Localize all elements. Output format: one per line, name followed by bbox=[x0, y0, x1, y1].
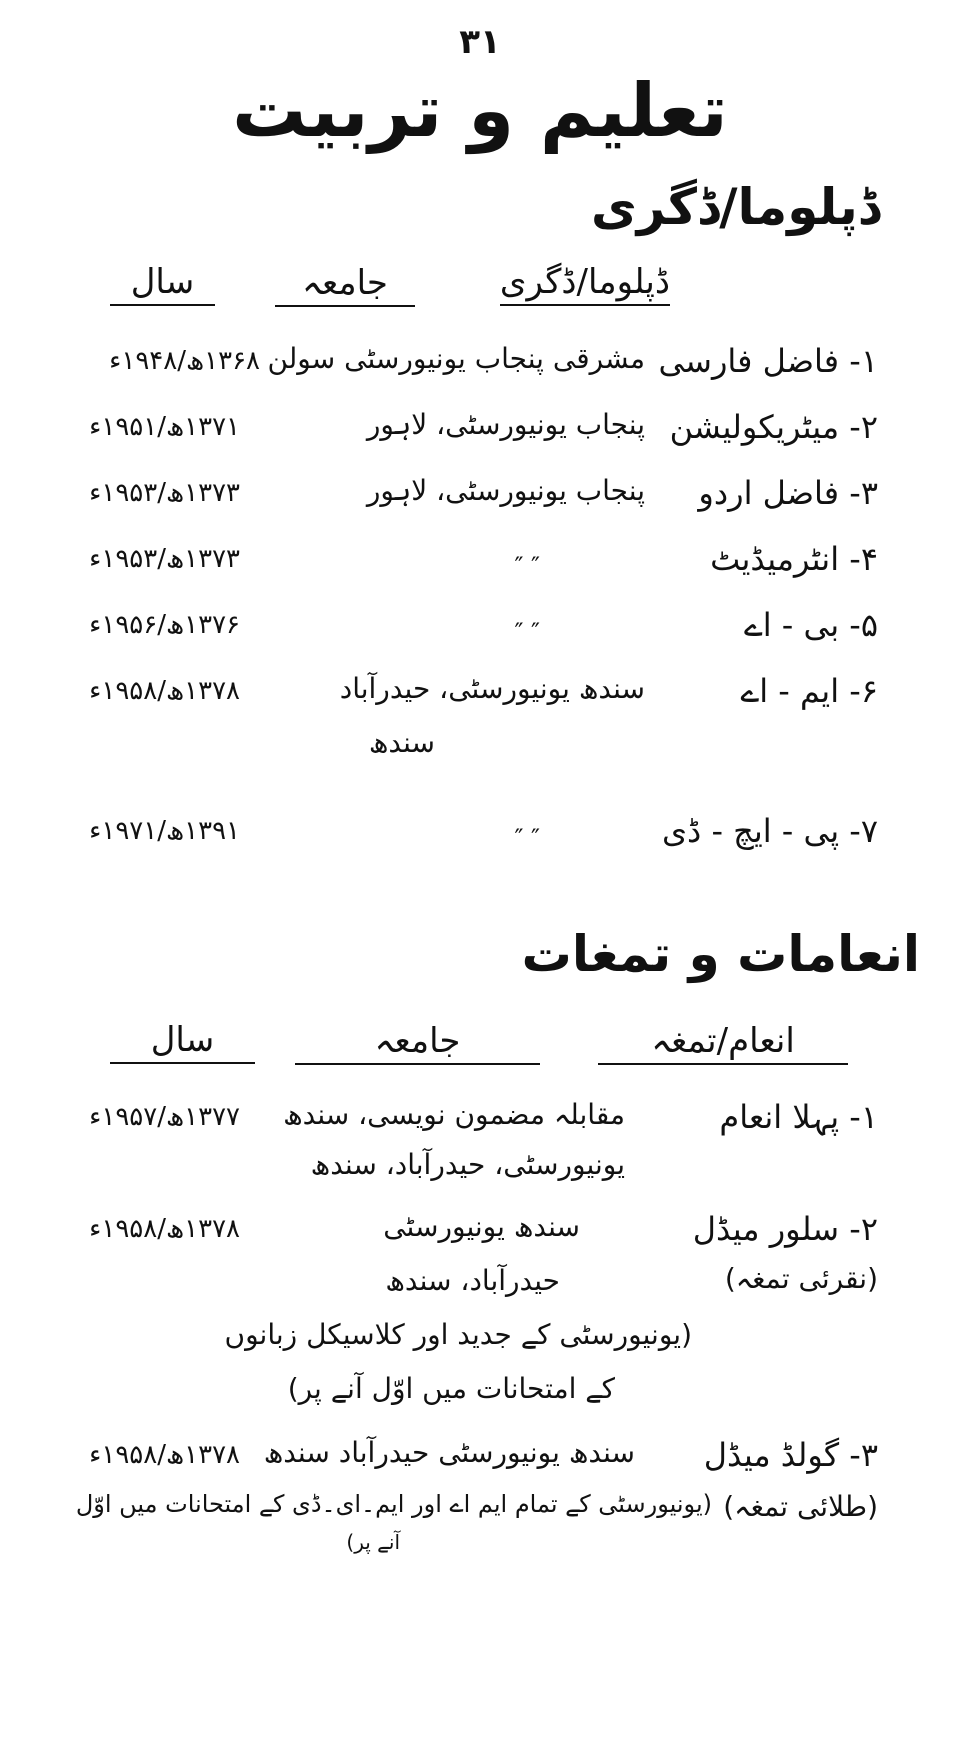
degree-year: ۱۳۷۱ھ/۱۹۵۱ء bbox=[89, 412, 240, 442]
award-year: ۱۳۷۸ھ/۱۹۵۸ء bbox=[89, 1214, 240, 1244]
award-year: ۱۳۷۷ھ/۱۹۵۷ء bbox=[89, 1102, 240, 1132]
ditto-mark: ″ ″ bbox=[514, 824, 540, 852]
col-university-header: جامعہ bbox=[275, 262, 415, 307]
col-university-header: جامعہ bbox=[295, 1020, 540, 1065]
diplomas-heading: ڈپلوما/ڈگری bbox=[590, 178, 880, 236]
award-label: ۲- سلور میڈل bbox=[692, 1210, 878, 1248]
award-detail-line2: یونیورسٹی، حیدرآباد، سندھ bbox=[310, 1148, 625, 1181]
award-label: ۳- گولڈ میڈل bbox=[703, 1436, 878, 1474]
award-note: (یونیورسٹی کے جدید اور کلاسیکل زبانوں bbox=[224, 1318, 692, 1351]
award-detail: سندھ یونیورسٹی حیدرآباد سندھ bbox=[263, 1436, 635, 1469]
degree-label: ۵- بی - اے bbox=[743, 606, 878, 644]
page-title: تعلیم و تربیت bbox=[232, 68, 728, 154]
award-note: (یونیورسٹی کے تمام ایم اے اور ایم۔ای۔ڈی کے امتحانات میں اوّل bbox=[75, 1490, 712, 1518]
degree-year: ۱۳۹۱ھ/۱۹۷۱ء bbox=[89, 816, 240, 846]
col-degree-header: ڈپلوما/ڈگری bbox=[500, 262, 670, 306]
degree-university: مشرقی پنجاب یونیورسٹی سولن bbox=[267, 342, 645, 375]
degree-label: ۱- فاضل فارسی bbox=[658, 342, 878, 380]
awards-heading: انعامات و تمغات bbox=[521, 925, 920, 983]
award-note-line2: آنے پر) bbox=[346, 1530, 400, 1554]
award-label: ۱- پہلا انعام bbox=[719, 1098, 878, 1136]
degree-year: ۱۳۷۸ھ/۱۹۵۸ء bbox=[89, 676, 240, 706]
col-award-header: انعام/تمغہ bbox=[598, 1020, 848, 1065]
degree-label: ۷- پی - ایچ - ڈی bbox=[661, 812, 878, 850]
degree-year: ۱۳۶۸ھ/۱۹۴۸ء bbox=[109, 346, 260, 376]
page-number: ۳۱ bbox=[459, 22, 501, 62]
degree-label: ۲- میٹریکولیشن bbox=[669, 408, 878, 446]
degree-label: ۳- فاضل اردو bbox=[698, 474, 878, 512]
degree-university: پنجاب یونیورسٹی، لاہور bbox=[366, 408, 645, 441]
degree-year: ۱۳۷۶ھ/۱۹۵۶ء bbox=[89, 610, 240, 640]
col-year-header: سال bbox=[110, 262, 215, 306]
degree-label: ۶- ایم - اے bbox=[740, 672, 878, 710]
ditto-mark: ″ ″ bbox=[514, 552, 540, 580]
award-detail-line2: حیدرآباد، سندھ bbox=[385, 1264, 560, 1297]
degree-university: سندھ یونیورسٹی، حیدرآباد bbox=[339, 672, 645, 705]
award-detail: مقابلہ مضمون نویسی، سندھ bbox=[283, 1098, 625, 1131]
award-sublabel: (طلائی تمغہ) bbox=[723, 1490, 878, 1523]
award-sublabel: (نقرئی تمغہ) bbox=[724, 1262, 878, 1295]
degree-university: پنجاب یونیورسٹی، لاہور bbox=[366, 474, 645, 507]
award-detail: سندھ یونیورسٹی bbox=[383, 1210, 580, 1243]
degree-university-line2: سندھ bbox=[368, 726, 435, 759]
col-year-header: سال bbox=[110, 1020, 255, 1064]
degree-year: ۱۳۷۳ھ/۱۹۵۳ء bbox=[89, 478, 240, 508]
award-note-line2: کے امتحانات میں اوّل آنے پر) bbox=[287, 1372, 615, 1405]
award-year: ۱۳۷۸ھ/۱۹۵۸ء bbox=[89, 1440, 240, 1470]
degree-year: ۱۳۷۳ھ/۱۹۵۳ء bbox=[89, 544, 240, 574]
degree-label: ۴- انٹرمیڈیٹ bbox=[710, 540, 878, 578]
ditto-mark: ″ ″ bbox=[514, 618, 540, 646]
